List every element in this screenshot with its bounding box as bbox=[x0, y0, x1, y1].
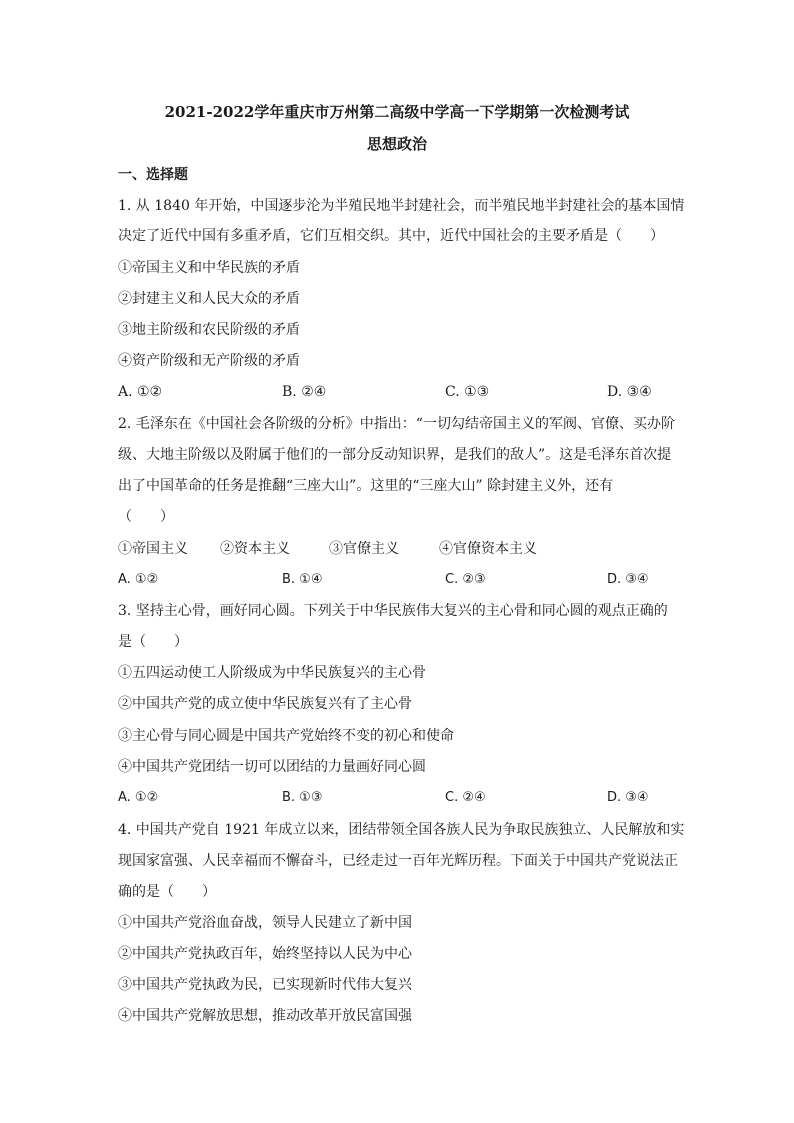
q1-option-b[interactable]: B. ②④ bbox=[282, 384, 327, 400]
q4-stem-line3: 确的是（ ） bbox=[118, 884, 216, 900]
section-heading: 一、选择题 bbox=[118, 167, 188, 183]
q4-item-2: ②中国共产党执政百年，始终坚持以人民为中心 bbox=[118, 946, 412, 962]
q2-options bbox=[118, 570, 678, 590]
q2-item-1: ①帝国主义 bbox=[118, 541, 188, 557]
q1-option-a[interactable]: A. ①② bbox=[118, 384, 163, 400]
q2-option-b[interactable]: B. ①④ bbox=[282, 572, 323, 587]
q2-item-4: ④官僚资本主义 bbox=[439, 541, 537, 557]
q1-stem-line1: 1. 从 1840 年开始，中国逐步沦为半殖民地半封建社会，而半殖民地半封建社会的基本国情 bbox=[118, 198, 685, 214]
q2-stem-line4: （ ） bbox=[118, 509, 174, 525]
q3-options bbox=[118, 788, 678, 808]
q2-option-c[interactable]: C. ②③ bbox=[445, 572, 486, 587]
q2-stem-line2: 级、大地主阶级以及附属于他们的一部分反动知识界，是我们的敌人”。这是毛泽东首次提 bbox=[118, 447, 672, 463]
q1-option-c[interactable]: C. ①③ bbox=[445, 384, 490, 400]
q3-option-b[interactable]: B. ①③ bbox=[282, 790, 323, 805]
q1-stem-line2: 决定了近代中国有多重矛盾，它们互相交织。其中，近代中国社会的主要矛盾是（ ） bbox=[118, 228, 664, 244]
exam-title: 2021-2022学年重庆市万州第二高级中学高一下学期第一次检测考试 bbox=[164, 103, 630, 121]
q4-item-4: ④中国共产党解放思想，推动改革开放民富国强 bbox=[118, 1008, 412, 1024]
q1-option-d[interactable]: D. ③④ bbox=[607, 384, 652, 400]
q1-item-4: ④资产阶级和无产阶级的矛盾 bbox=[118, 353, 300, 369]
q2-item-3: ③官僚主义 bbox=[329, 541, 399, 557]
q3-stem-line2: 是（ ） bbox=[118, 634, 188, 650]
exam-subject: 思想政治 bbox=[366, 135, 427, 153]
q4-stem-line2: 现国家富强、人民幸福而不懈奋斗，已经走过一百年光辉历程。下面关于中国共产党说法正 bbox=[118, 853, 678, 869]
q1-item-3: ③地主阶级和农民阶级的矛盾 bbox=[118, 322, 300, 338]
q3-item-2: ②中国共产党的成立使中华民族复兴有了主心骨 bbox=[118, 696, 412, 712]
q2-items bbox=[118, 539, 678, 559]
q4-item-1: ①中国共产党浴血奋战，领导人民建立了新中国 bbox=[118, 915, 412, 931]
q3-option-a[interactable]: A. ①② bbox=[118, 790, 159, 805]
q4-stem-line1: 4. 中国共产党自 1921 年成立以来，团结带领全国各族人民为争取民族独立、人民解放和实 bbox=[118, 822, 685, 838]
q3-option-c[interactable]: C. ②④ bbox=[445, 790, 486, 805]
q1-item-1: ①帝国主义和中华民族的矛盾 bbox=[118, 260, 300, 276]
q1-options bbox=[118, 382, 678, 402]
q4-item-3: ③中国共产党执政为民，已实现新时代伟大复兴 bbox=[118, 977, 412, 993]
q2-item-2: ②资本主义 bbox=[220, 541, 290, 557]
q2-stem-line1: 2. 毛泽东在《中国社会各阶级的分析》中指出：“一切勾结帝国主义的军阀、官僚、买办阶 bbox=[118, 416, 675, 432]
q3-option-d[interactable]: D. ③④ bbox=[607, 790, 649, 805]
q3-item-4: ④中国共产党团结一切可以团结的力量画好同心圆 bbox=[118, 759, 426, 775]
q3-stem-line1: 3. 坚持主心骨，画好同心圆。下列关于中华民族伟大复兴的主心骨和同心圆的观点正确的 bbox=[118, 603, 668, 619]
q3-item-1: ①五四运动使工人阶级成为中华民族复兴的主心骨 bbox=[118, 665, 426, 681]
q1-item-2: ②封建主义和人民大众的矛盾 bbox=[118, 291, 300, 307]
q3-item-3: ③主心骨与同心圆是中国共产党始终不变的初心和使命 bbox=[118, 728, 454, 744]
q2-stem-line3: 出了中国革命的任务是推翻“三座大山”。这里的“三座大山” 除封建主义外，还有 bbox=[118, 478, 614, 494]
q2-option-a[interactable]: A. ①② bbox=[118, 572, 159, 587]
q2-option-d[interactable]: D. ③④ bbox=[607, 572, 649, 587]
